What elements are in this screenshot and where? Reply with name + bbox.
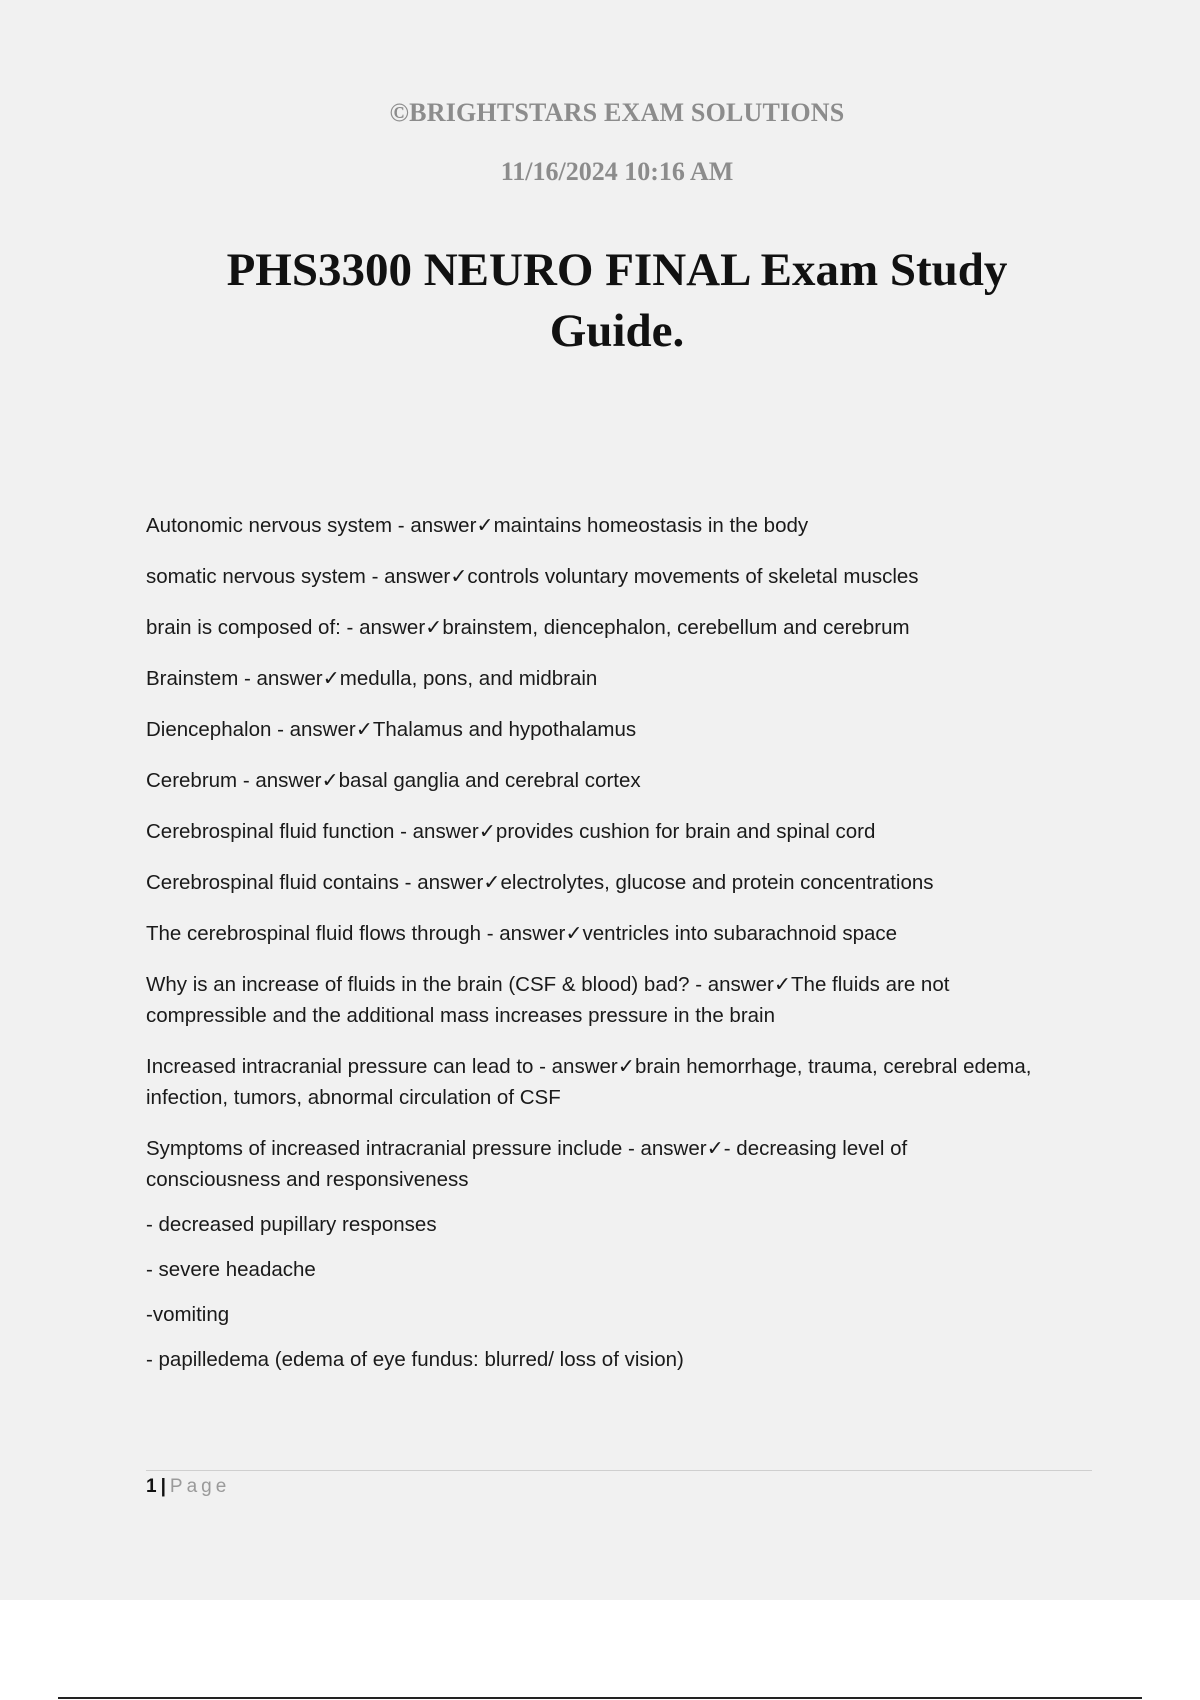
- answer-text: provides cushion for brain and spinal cord: [495, 820, 876, 843]
- page-label: Page: [169, 1476, 231, 1497]
- checkmark-icon: ✓: [478, 819, 496, 843]
- checkmark-icon: ✓: [355, 717, 373, 741]
- page-footer: [146, 1473, 230, 1501]
- document-title: [150, 240, 1084, 362]
- study-guide-content: [146, 510, 1046, 1389]
- answer-text: electrolytes, glucose and protein concentrations: [500, 871, 934, 894]
- copyright-header: ©BRIGHTSTARS EXAM SOLUTIONS: [389, 98, 845, 127]
- qa-entry: [146, 663, 1046, 694]
- list-item: - severe headache: [146, 1258, 316, 1281]
- question-text: Autonomic nervous system -: [146, 514, 411, 537]
- answer-text: brainstem, diencephalon, cerebellum and cerebrum: [442, 616, 910, 639]
- checkmark-icon: ✓: [483, 870, 501, 894]
- answer-text: The fluids are not compressible and the additional mass increases pressure in the brain: [146, 973, 950, 1027]
- question-text: somatic nervous system -: [146, 565, 385, 588]
- list-item: -vomiting: [146, 1303, 230, 1326]
- answer-label: answer: [551, 1055, 618, 1078]
- answer-text: ventricles into subarachnoid space: [582, 922, 898, 945]
- answer-label: answer: [255, 769, 322, 792]
- answer-label: answer: [410, 514, 477, 537]
- list-item: - papilledema (edema of eye fundus: blurred/ loss of vision): [146, 1348, 684, 1371]
- title-line-2: Guide.: [549, 305, 685, 357]
- answer-label: answer: [412, 820, 479, 843]
- checkmark-icon: ✓: [617, 1054, 635, 1078]
- checkmark-icon: ✓: [321, 768, 339, 792]
- qa-entry: [146, 765, 1046, 796]
- answer-label: answer: [707, 973, 774, 996]
- answer-text: medulla, pons, and midbrain: [339, 667, 598, 690]
- question-text: Diencephalon -: [146, 718, 290, 741]
- checkmark-icon: ✓: [565, 921, 583, 945]
- answer-label: answer: [640, 1137, 707, 1160]
- question-text: The cerebrospinal fluid flows through -: [146, 922, 500, 945]
- answer-text: basal ganglia and cerebral cortex: [338, 769, 641, 792]
- question-text: Cerebrum -: [146, 769, 256, 792]
- answer-label: answer: [359, 616, 426, 639]
- checkmark-icon: ✓: [322, 666, 340, 690]
- question-text: Cerebrospinal fluid contains -: [146, 871, 418, 894]
- qa-entry: [146, 1133, 1046, 1195]
- answer-label: answer: [256, 667, 323, 690]
- bottom-divider: [58, 1697, 1142, 1699]
- qa-entry: [146, 510, 1046, 541]
- qa-entry: [146, 816, 1046, 847]
- answer-label: answer: [384, 565, 451, 588]
- question-text: Increased intracranial pressure can lead to -: [146, 1055, 552, 1078]
- footer-divider: [146, 1470, 1092, 1471]
- qa-entry: [146, 969, 1046, 1031]
- answer-text: - decreasing level of consciousness and responsiveness: [146, 1137, 908, 1191]
- qa-entry: [146, 918, 1046, 949]
- question-text: Symptoms of increased intracranial pressure include -: [146, 1137, 641, 1160]
- answer-text: brain hemorrhage, trauma, cerebral edema, infection, tumors, abnormal circulation of CSF: [146, 1055, 1032, 1109]
- title-line-1: PHS3300 NEURO FINAL Exam Study: [226, 244, 1008, 296]
- qa-entry: [146, 561, 1046, 592]
- answer-text: maintains homeostasis in the body: [493, 514, 809, 537]
- answer-label: answer: [499, 922, 566, 945]
- question-text: Brainstem -: [146, 667, 257, 690]
- answer-text: controls voluntary movements of skeletal muscles: [467, 565, 919, 588]
- checkmark-icon: ✓: [450, 564, 468, 588]
- answer-label: answer: [417, 871, 484, 894]
- checkmark-icon: ✓: [706, 1136, 724, 1160]
- datetime-header: 11/16/2024 10:16 AM: [500, 157, 734, 186]
- answer-label: answer: [289, 718, 356, 741]
- qa-entry: [146, 1051, 1046, 1113]
- checkmark-icon: ✓: [773, 972, 792, 996]
- checkmark-icon: ✓: [476, 513, 494, 537]
- page-number: 1: [146, 1476, 157, 1497]
- footer-separator: |: [160, 1476, 166, 1497]
- qa-entry: [146, 714, 1046, 745]
- question-text: Cerebrospinal fluid function -: [146, 820, 413, 843]
- question-text: Why is an increase of fluids in the brain (CSF & blood) bad? -: [146, 973, 708, 996]
- answer-text: Thalamus and hypothalamus: [372, 718, 637, 741]
- list-item: - decreased pupillary responses: [146, 1213, 437, 1236]
- checkmark-icon: ✓: [425, 615, 443, 639]
- qa-entry: [146, 612, 1046, 643]
- qa-entry: [146, 867, 1046, 898]
- question-text: brain is composed of: -: [146, 616, 360, 639]
